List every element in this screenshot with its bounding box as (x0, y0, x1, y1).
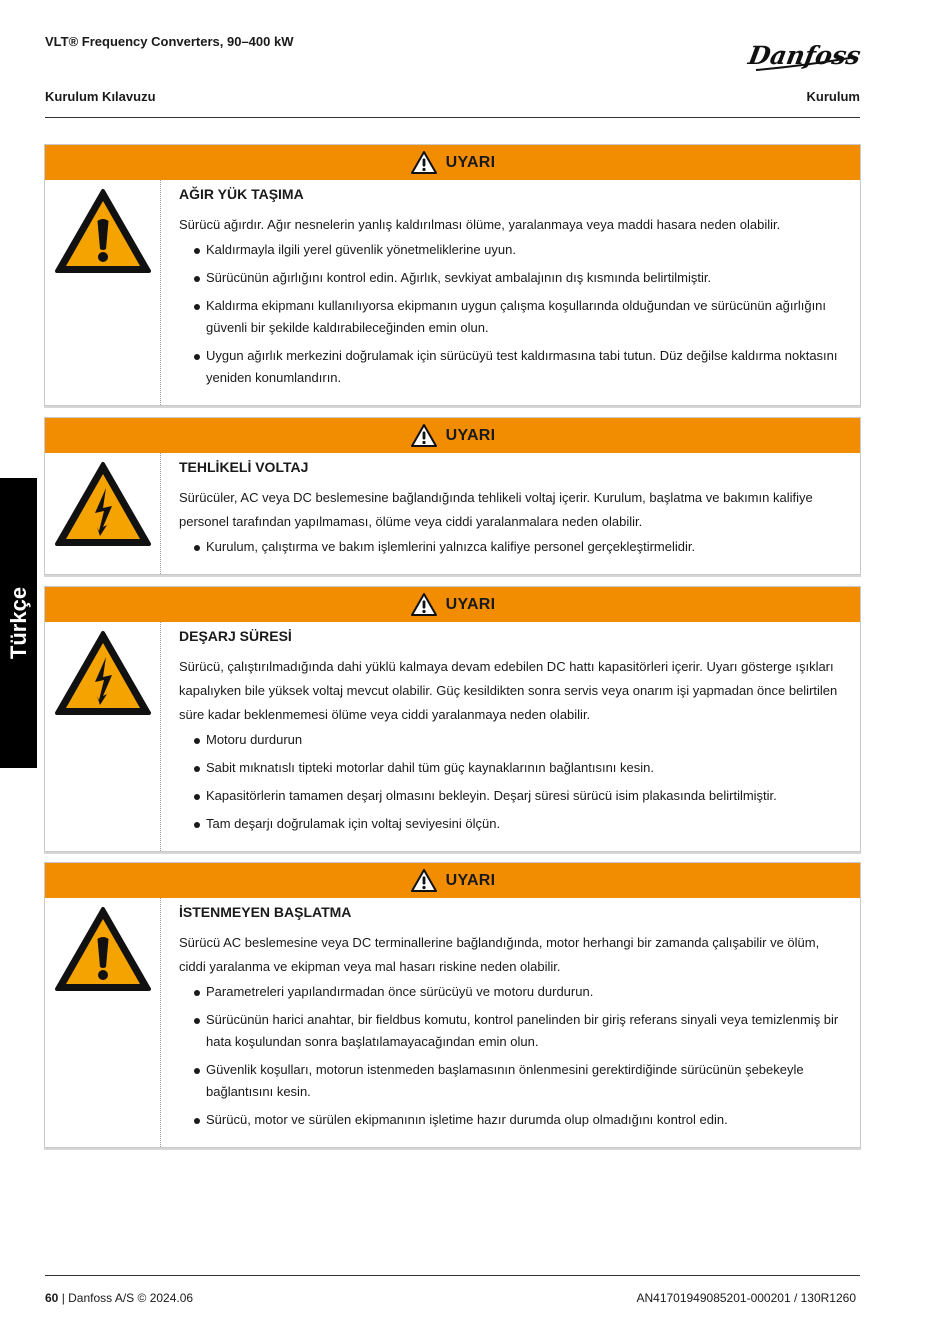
footer-copyright: | Danfoss A/S © 2024.06 (58, 1291, 194, 1305)
exclamation-warning-icon (54, 906, 152, 992)
high-voltage-icon (54, 630, 152, 716)
warning-text: Sürücü AC beslemesine veya DC terminallerine bağlandığında, motor herhangi bir zamanda çalışabilir ve ölüm, ciddi yaralanma ve ekipman veya mal hasarı riskine neden olabilir. (179, 935, 820, 974)
list-item: Sabit mıknatıslı tipteki motorlar dahil tüm güç kaynaklarının bağlantısını kesin. (179, 757, 840, 779)
header-rule (45, 117, 860, 118)
page-number: 60 (45, 1291, 59, 1305)
language-tab (0, 478, 37, 768)
list-item: Sürücü, motor ve sürülen ekipmanının işletime hazır durumda olup olmadığını kontrol edin. (179, 1109, 840, 1131)
bullet-list (179, 536, 840, 558)
warning-signal-word: UYARI (445, 153, 496, 171)
document-id: AN41701949085201-000201 / 130R1260 (636, 1291, 856, 1305)
high-voltage-icon (54, 461, 152, 547)
warning-title: İSTENMEYEN BAŞLATMA (179, 904, 352, 920)
warning-signal-word: UYARI (445, 595, 496, 613)
list-item: Kaldırmayla ilgili yerel güvenlik yönetmeliklerine uyun. (179, 239, 840, 261)
document-title: VLT® Frequency Converters, 90–400 kW (45, 34, 294, 49)
warning-header (45, 418, 860, 453)
list-item: Parametreleri yapılandırmadan önce sürücüyü ve motoru durdurun. (179, 981, 840, 1003)
exclamation-warning-icon (54, 188, 152, 274)
bullet-list (179, 239, 840, 389)
warning-title: TEHLİKELİ VOLTAJ (179, 459, 309, 475)
warning-triangle-icon (410, 868, 438, 893)
warning-box-unintended-start (44, 862, 861, 1148)
warning-box-discharge-time (44, 586, 861, 852)
list-item: Tam deşarjı doğrulamak için voltaj seviyesini ölçün. (179, 813, 840, 835)
list-item: Uygun ağırlık merkezini doğrulamak için sürücüyü test kaldırmasına tabi tutun. Düz değilse kaldırma noktasını yeniden konumlandırın. (179, 345, 840, 389)
footer-page-info (45, 1291, 193, 1305)
section-name: Kurulum (806, 89, 860, 104)
warning-box-hazardous-voltage (44, 417, 861, 575)
list-item: Güvenlik koşulları, motorun istenmeden başlamasının önlenmesini gerektirdiğinde sürücünün şebekeyle bağlantısını kesin. (179, 1059, 840, 1103)
list-item: Motoru durdurun (179, 729, 840, 751)
warning-text: Sürücüler, AC veya DC beslemesine bağlandığında tehlikeli voltaj içerir. Kurulum, başlatma ve bakımın kalifiye personel tarafından yapılmaması, ölüme veya ciddi yaralanmalara neden olabilir. (179, 490, 813, 529)
warning-triangle-icon (410, 150, 438, 175)
warning-title: AĞIR YÜK TAŞIMA (179, 186, 304, 202)
warning-triangle-icon (410, 592, 438, 617)
manual-name: Kurulum Kılavuzu (45, 89, 156, 104)
list-item: Sürücünün harici anahtar, bir fieldbus komutu, kontrol panelinden bir giriş referans sinyali veya temizlenmiş bir hata koşulundan sonra başlatılamayacağından emin olun. (179, 1009, 840, 1053)
warning-triangle-icon (410, 423, 438, 448)
bullet-list (179, 981, 840, 1131)
warning-signal-word: UYARI (445, 871, 496, 889)
footer-rule (45, 1275, 860, 1276)
warning-header (45, 863, 860, 898)
list-item: Kurulum, çalıştırma ve bakım işlemlerini yalnızca kalifiye personel gerçekleştirmelidir. (179, 536, 840, 558)
warning-text: Sürücü, çalıştırılmadığında dahi yüklü kalmaya devam edebilen DC hattı kapasitörleri içerir. Uyarı gösterge ışıkları kapalıyken bile yüksek voltaj mevcut olabilir. Güç kesildikten sonra servis veya onarım işi yapmadan önce belirtilen süre kadar beklenmemesi ölüme veya ciddi yaralanmaya neden olabilir. (179, 659, 838, 722)
language-tab-label: Türkçe (5, 586, 31, 660)
bullet-list (179, 729, 840, 835)
warning-signal-word: UYARI (445, 426, 496, 444)
warning-header (45, 587, 860, 622)
list-item: Kapasitörlerin tamamen deşarj olmasını bekleyin. Deşarj süresi sürücü isim plakasında belirtilmiştir. (179, 785, 840, 807)
warning-text: Sürücü ağırdır. Ağır nesnelerin yanlış kaldırılması ölüme, yaralanmaya veya maddi hasara neden olabilir. (179, 217, 781, 232)
warning-header (45, 145, 860, 180)
warning-box-heavy-load (44, 144, 861, 406)
warning-title: DEŞARJ SÜRESİ (179, 628, 292, 644)
list-item: Kaldırma ekipmanı kullanılıyorsa ekipmanın uygun çalışma koşullarında olduğundan ve sürücünün ağırlığını güvenli bir şekilde kaldırabileceğinden emin olun. (179, 295, 840, 339)
danfoss-logo (746, 36, 864, 76)
svg-text:Danfoss: Danfoss (746, 40, 864, 70)
list-item: Sürücünün ağırlığını kontrol edin. Ağırlık, sevkiyat ambalajının dış kısmında belirtilmiştir. (179, 267, 840, 289)
